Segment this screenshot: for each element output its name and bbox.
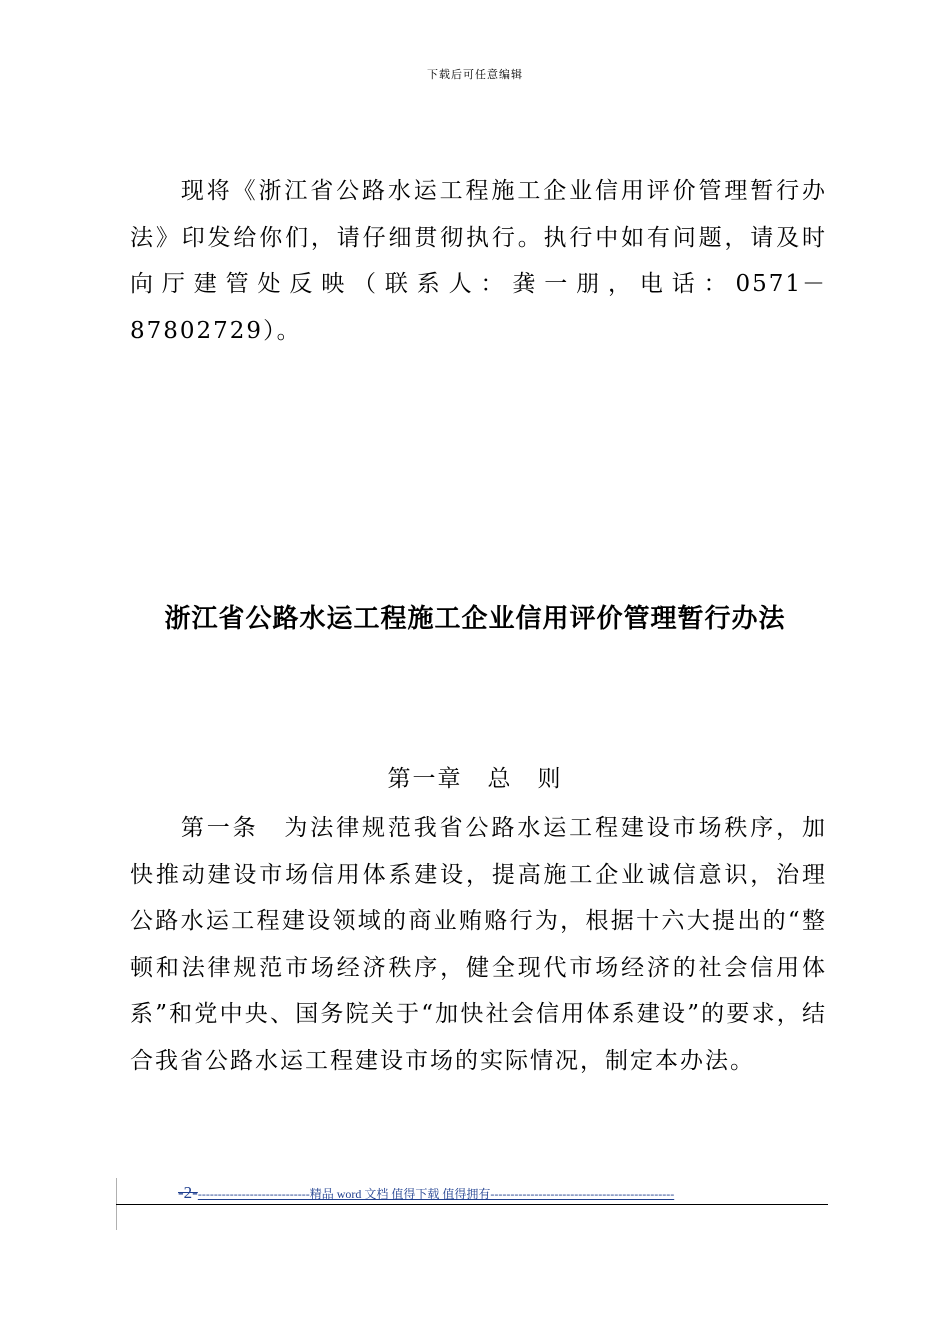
page-footer — [178, 1183, 674, 1203]
paragraph-article-1 — [130, 805, 827, 1084]
paragraph-notice — [130, 168, 827, 354]
page-header: 下载后可任意编辑 — [427, 68, 523, 81]
paragraph-notice-text: 现将《浙江省公路水运工程施工企业信用评价管理暂行办法》印发给你们，请仔细贯彻执行。执行中如有问题，请及时向厅建管处反映（联系人：龚一朋，电话：0571－87802729）。 — [130, 178, 827, 344]
footer-horizontal-rule — [116, 1204, 828, 1205]
chapter-title: 第一章 总 则 — [387, 766, 563, 792]
document-title: 浙江省公路水运工程施工企业信用评价管理暂行办法 — [164, 604, 786, 634]
page-number: -2- — [178, 1183, 198, 1202]
paragraph-article-1-text: 第一条 为法律规范我省公路水运工程建设市场秩序，加快推动建设市场信用体系建设，提高施工企业诚信意识，治理公路水运工程建设领域的商业贿赂行为，根据十六大提出的“整顿和法律规范市场经济秩序，健全现代市场经济的社会信用体系”和党中央、国务院关于“加快社会信用体系建设”的要求，结合我省公路水运工程建设市场的实际情况，制定本办法。 — [130, 815, 827, 1074]
footer-note: ----------------------------精品 word 文档 值得下载 值得拥有---------------------------------------------- — [197, 1187, 675, 1201]
